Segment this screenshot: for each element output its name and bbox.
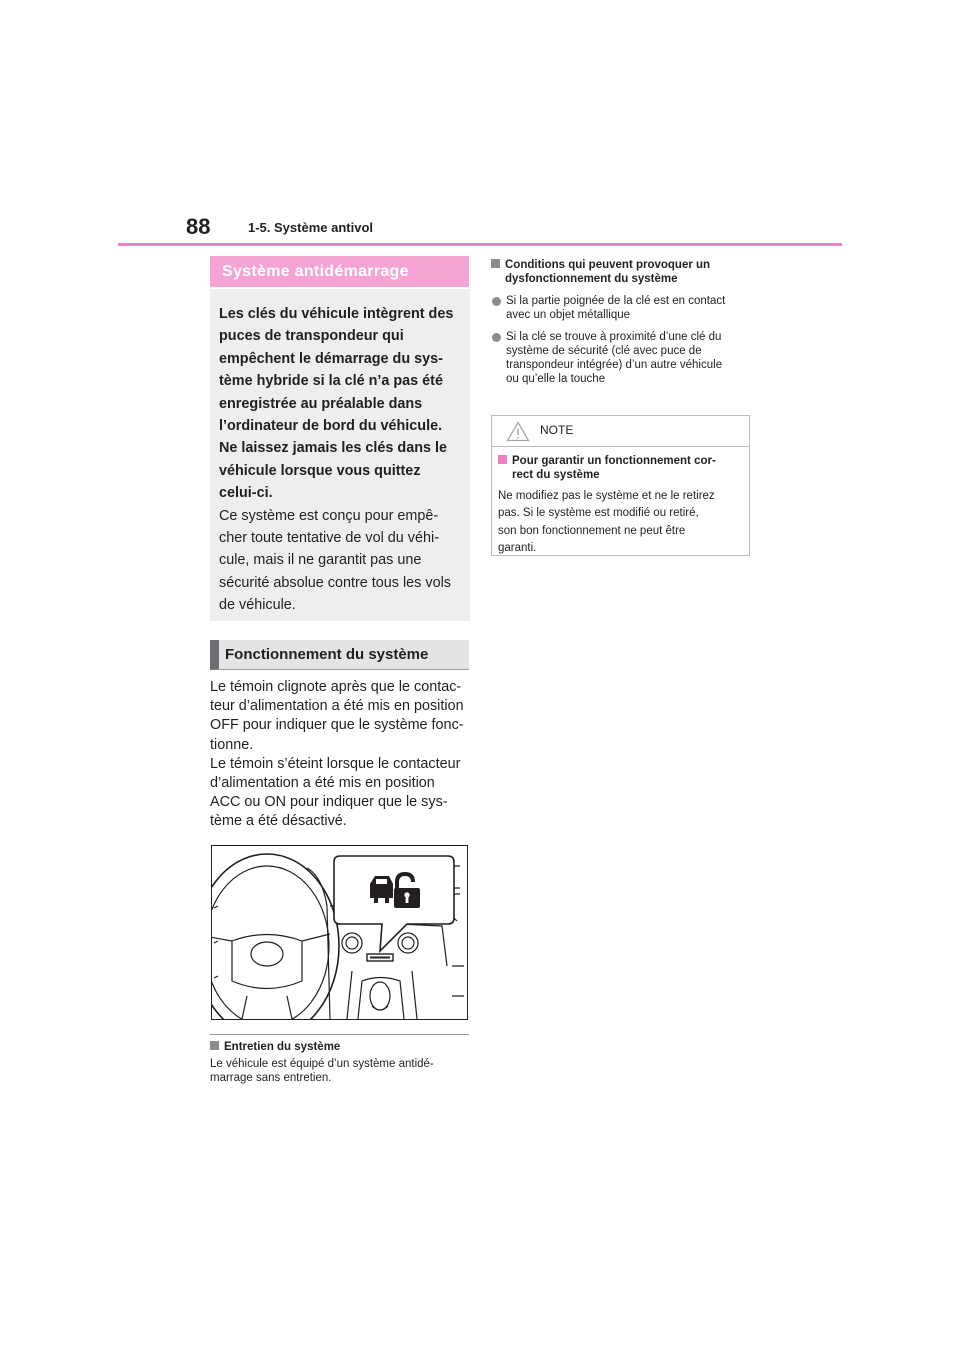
text-line: son bon fonctionnement ne peut être (498, 524, 686, 537)
intro-line: puces de transpondeur qui (219, 328, 404, 345)
intro-line: cher toute tentative de vol du véhi- (219, 530, 439, 547)
section-reference: 1-5. Système antivol (248, 220, 373, 235)
text-line: système de sécurité (clé avec puce de (506, 345, 702, 357)
maintenance-text (210, 1057, 472, 1085)
intro-line: cule, mais il ne garantit pas une (219, 552, 422, 569)
note-header (492, 416, 749, 447)
maintenance-heading (210, 1040, 472, 1054)
body-line: OFF pour indiquer que le système fonc- (210, 717, 464, 734)
note-box (491, 415, 750, 556)
intro-line: enregistrée au préalable dans (219, 395, 423, 412)
page-number: 88 (186, 214, 211, 239)
square-bullet-icon (210, 1041, 219, 1050)
body-line: ACC ou ON pour indiquer que le sys- (210, 794, 448, 811)
conditions-heading (491, 258, 753, 286)
text-line: Ne modifiez pas le système et ne le retirez (498, 490, 715, 502)
body-line: Le témoin s’éteint lorsque le contacteur (210, 755, 461, 772)
square-bullet-icon (491, 259, 500, 268)
intro-line: de véhicule. (219, 597, 296, 614)
note-heading (498, 454, 743, 482)
bullet-dot-icon (492, 333, 501, 342)
text-line: marrage sans entretien. (210, 1072, 332, 1084)
intro-line: tème hybride si la clé n’a pas été (219, 373, 443, 390)
body-line: Le témoin clignote après que le contac- (210, 679, 462, 695)
body-line: d’alimentation a été mis en position (210, 775, 435, 792)
heading-line: dysfonctionnement du système (505, 273, 678, 285)
dashboard-illustration (211, 845, 468, 1020)
bullet-dot-icon (492, 297, 501, 306)
heading-line: Conditions qui peuvent provoquer un (505, 259, 711, 271)
list-item (491, 330, 753, 386)
header-divider (118, 243, 842, 246)
intro-line: empêchent le démarrage du sys- (219, 350, 443, 367)
divider (210, 1034, 469, 1035)
text-line: Le véhicule est équipé d’un système antidé- (210, 1058, 434, 1070)
maintenance-heading-text: Entretien du système (224, 1041, 341, 1053)
steering-wheel-drawing (212, 854, 339, 1019)
text-line: avec un objet métallique (506, 309, 631, 321)
intro-line: Ne laissez jamais les clés dans le (219, 440, 447, 457)
text-line: garanti. (498, 542, 537, 555)
intro-box (210, 289, 470, 621)
note-label: NOTE (540, 423, 574, 437)
text-line: Si la clé se trouve à proximité d’une clé du (506, 331, 722, 343)
intro-line: sécurité absolue contre tous les vols (219, 574, 451, 591)
maintenance-section (210, 1040, 472, 1085)
heading-line: Pour garantir un fonctionnement cor- (512, 455, 716, 467)
intro-line: Les clés du véhicule intègrent des (219, 306, 454, 322)
body-line: tème a été désactivé. (210, 813, 347, 830)
list-item (491, 294, 753, 322)
section-title-immobilizer: Système antidémarrage (210, 256, 469, 287)
square-bullet-icon (498, 455, 507, 464)
operation-text (210, 678, 470, 832)
car-padlock-icon (367, 870, 427, 910)
intro-line: Ce système est conçu pour empê- (219, 507, 439, 524)
body-line: teur d’alimentation a été mis en position (210, 698, 464, 715)
text-line: pas. Si le système est modifié ou retiré, (498, 507, 699, 520)
text-line: transpondeur intégrée) d’un autre véhicule (506, 359, 723, 371)
warning-triangle-icon (506, 421, 530, 442)
note-body (492, 447, 749, 558)
intro-line: véhicule lorsque vous quittez (219, 462, 421, 479)
conditions-section (491, 258, 753, 386)
intro-line: celui-ci. (219, 485, 273, 502)
intro-line: l’ordinateur de bord du véhicule. (219, 418, 443, 435)
body-line: tionne. (210, 736, 254, 753)
section-title-operation: Fonctionnement du système (210, 640, 469, 670)
text-line: Si la partie poignée de la clé est en contact (506, 295, 726, 307)
note-text (498, 488, 743, 558)
heading-line: rect du système (512, 469, 600, 481)
text-line: ou qu’elle la touche (506, 373, 606, 385)
